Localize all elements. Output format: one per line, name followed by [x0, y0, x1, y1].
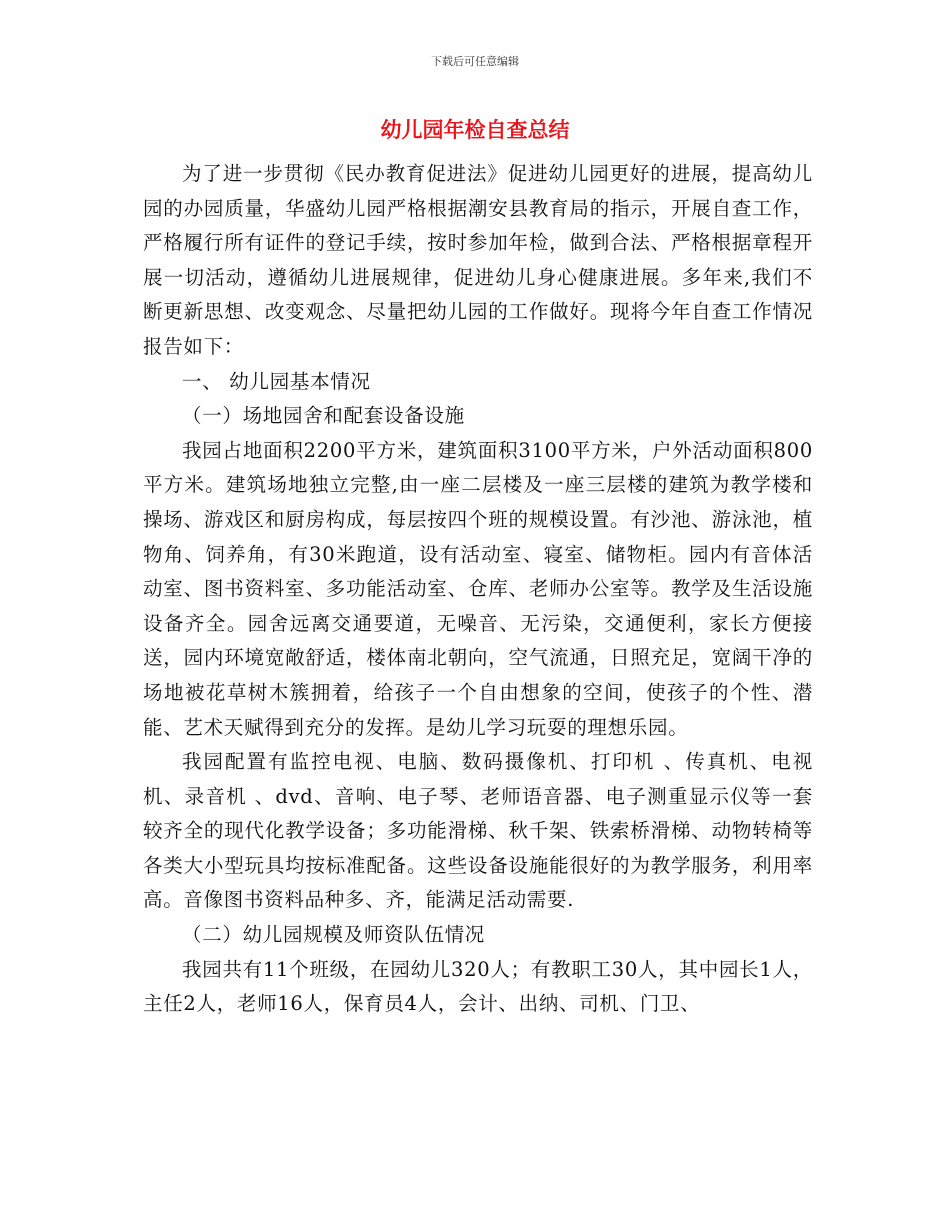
- document-title: 幼儿园年检自查总结: [380, 118, 570, 142]
- subsection-heading-facilities: （一）场地园舍和配套设备设施: [182, 404, 465, 428]
- section-heading-basic-info: 一、 幼儿园基本情况: [182, 369, 371, 393]
- paragraph-equipment: 我园配置有监控电视、电脑、数码摄像机、打印机 、传真机、电视机、录音机 、dvd、音响、电子琴、老师语音器、电子测重显示仪等一套较齐全的现代化教学设备；多功能滑梯、秋千架、铁索桥滑梯、动物转椅等各类大小型玩具均按标准配备。这些设备设施能很好的为教学服务，利用率高。音像图书资料品种多、齐，能满足活动需要.: [143, 750, 813, 912]
- paragraph-intro: 为了进一步贯彻《民办教育促进法》促进幼儿园更好的进展，提高幼儿园的办园质量，华盛幼儿园严格根据潮安县教育局的指示，开展自查工作，严格履行所有证件的登记手续，按时参加年检，做到合法、严格根据章程开展一切活动，遵循幼儿进展规律，促进幼儿身心健康进展。多年来,我们不断更新思想、改变观念、尽量把幼儿园的工作做好。现将今年自查工作情况报告如下：: [143, 162, 813, 358]
- paragraph-staff: 我园共有11个班级，在园幼儿320人；有教职工30人，其中园长1人，主任2人，老师16人，保育员4人，会计、出纳、司机、门卫、: [143, 957, 813, 1016]
- page-header: 下载后可任意编辑: [431, 55, 519, 68]
- document-body: [143, 157, 813, 1022]
- subsection-heading-staff: （二）幼儿园规模及师资队伍情况: [182, 923, 486, 947]
- paragraph-facilities: 我园占地面积2200平方米，建筑面积3100平方米，户外活动面积800平方米。建筑场地独立完整,由一座二层楼及一座三层楼的建筑为教学楼和操场、游戏区和厨房构成，每层按四个班的规模设置。有沙池、游泳池，植物角、饲养角，有30米跑道，设有活动室、寝室、储物柜。园内有音体活动室、图书资料室、多功能活动室、仓库、老师办公室等。教学及生活设施设备齐全。园舍远离交通要道，无噪音、无污染，交通便利，家长方便接送，园内环境宽敞舒适，楼体南北朝向，空气流通，日照充足，宽阔干净的场地被花草树木簇拥着，给孩子一个自由想象的空间，使孩子的个性、潜能、艺术天赋得到充分的发挥。是幼儿学习玩耍的理想乐园。: [143, 438, 813, 739]
